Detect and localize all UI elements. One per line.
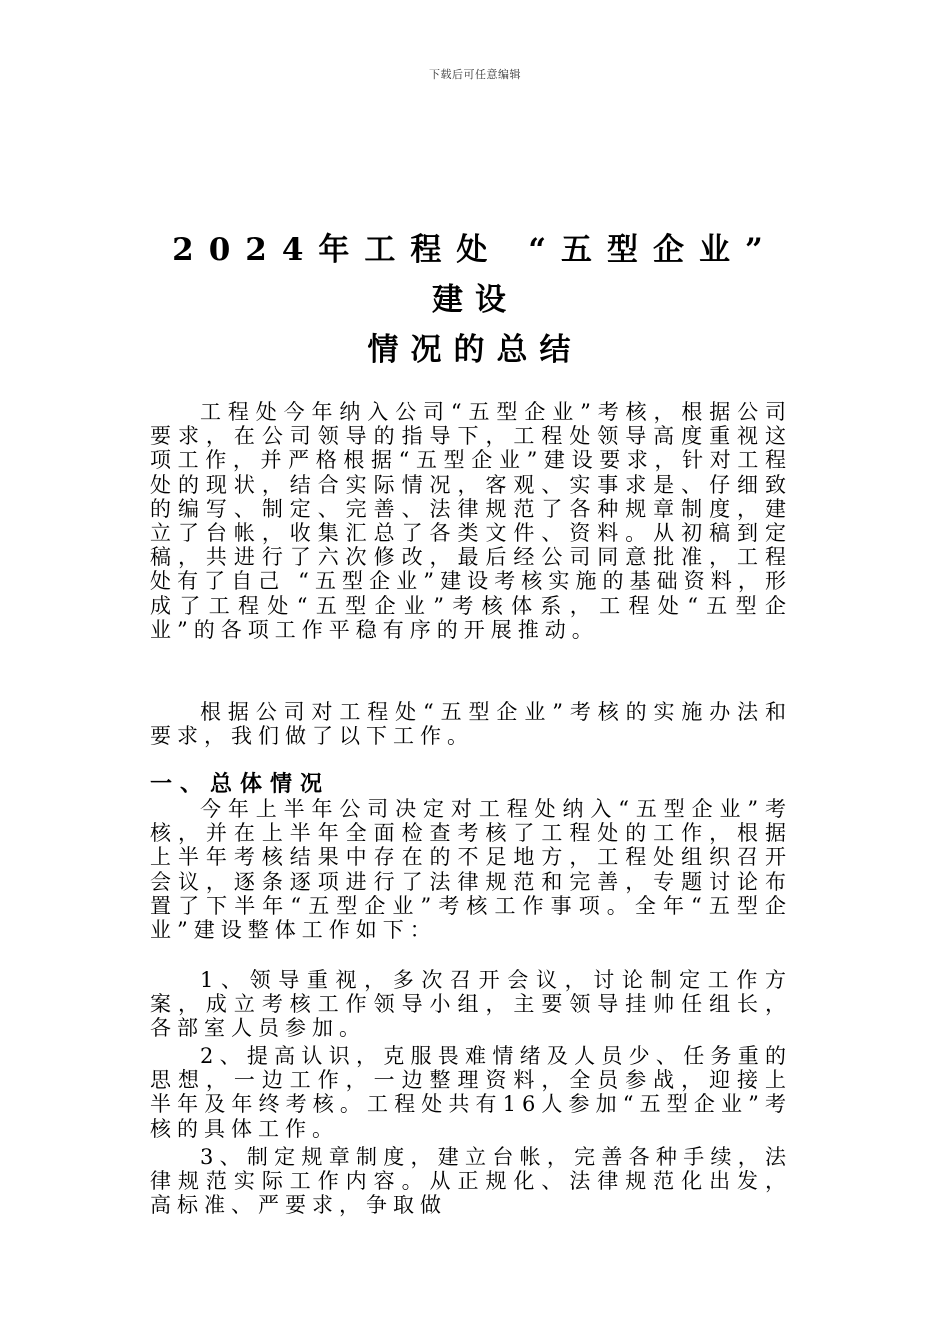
section-1-item-3: 3、制定规章制度，建立台帐，完善各种手续，法律规范实际工作内容。从正规化、法律规范化出发，高标准、严要求，争取做 (150, 1145, 792, 1218)
document-title-line-3: 情况的总结 (367, 332, 583, 368)
document-title-line-1: 2024年工程处 “五型企业” (172, 232, 778, 268)
document-title-line-2: 建设 (432, 282, 518, 318)
section-1-heading: 一、总体情况 (150, 771, 331, 797)
section-1-item-1: 1、领导重视，多次召开会议，讨论制定工作方案，成立考核工作领导小组，主要领导挂帅任组长，各部室人员参加。 (150, 968, 792, 1041)
section-1-paragraph-1: 今年上半年公司决定对工程处纳入“五型企业”考核，并在上半年全面检查考核了工程处的工作，根据上半年考核结果中存在的不足地方，工程处组织召开会议，逐条逐项进行了法律规范和完善，专题讨论布置了下半年“五型企业”考核工作事项。全年“五型企业”建设整体工作如下： (150, 797, 792, 943)
section-1-item-2: 2、提高认识，克服畏难情绪及人员少、任务重的思想，一边工作，一边整理资料，全员参战，迎接上半年及年终考核。工程处共有16人参加“五型企业”考核的具体工作。 (150, 1044, 792, 1141)
intro-paragraph-1: 工程处今年纳入公司“五型企业”考核，根据公司要求，在公司领导的指导下，工程处领导高度重视这项工作，并严格根据“五型企业”建设要求，针对工程处的现状，结合实际情况，客观、实事求是、仔细致的编写、制定、完善、法律规范了各种规章制度，建立了台帐，收集汇总了各类文件、资料。从初稿到定稿，共进行了六次修改，最后经公司同意批准，工程处有了自己 “五型企业”建设考核实施的基础资料，形成了工程处“五型企业”考核体系，工程处“五型企业”的各项工作平稳有序的开展推动。 (150, 400, 792, 642)
header-note: 下载后可任意编辑 (429, 68, 521, 81)
intro-paragraph-2: 根据公司对工程处“五型企业”考核的实施办法和要求，我们做了以下工作。 (150, 700, 792, 749)
